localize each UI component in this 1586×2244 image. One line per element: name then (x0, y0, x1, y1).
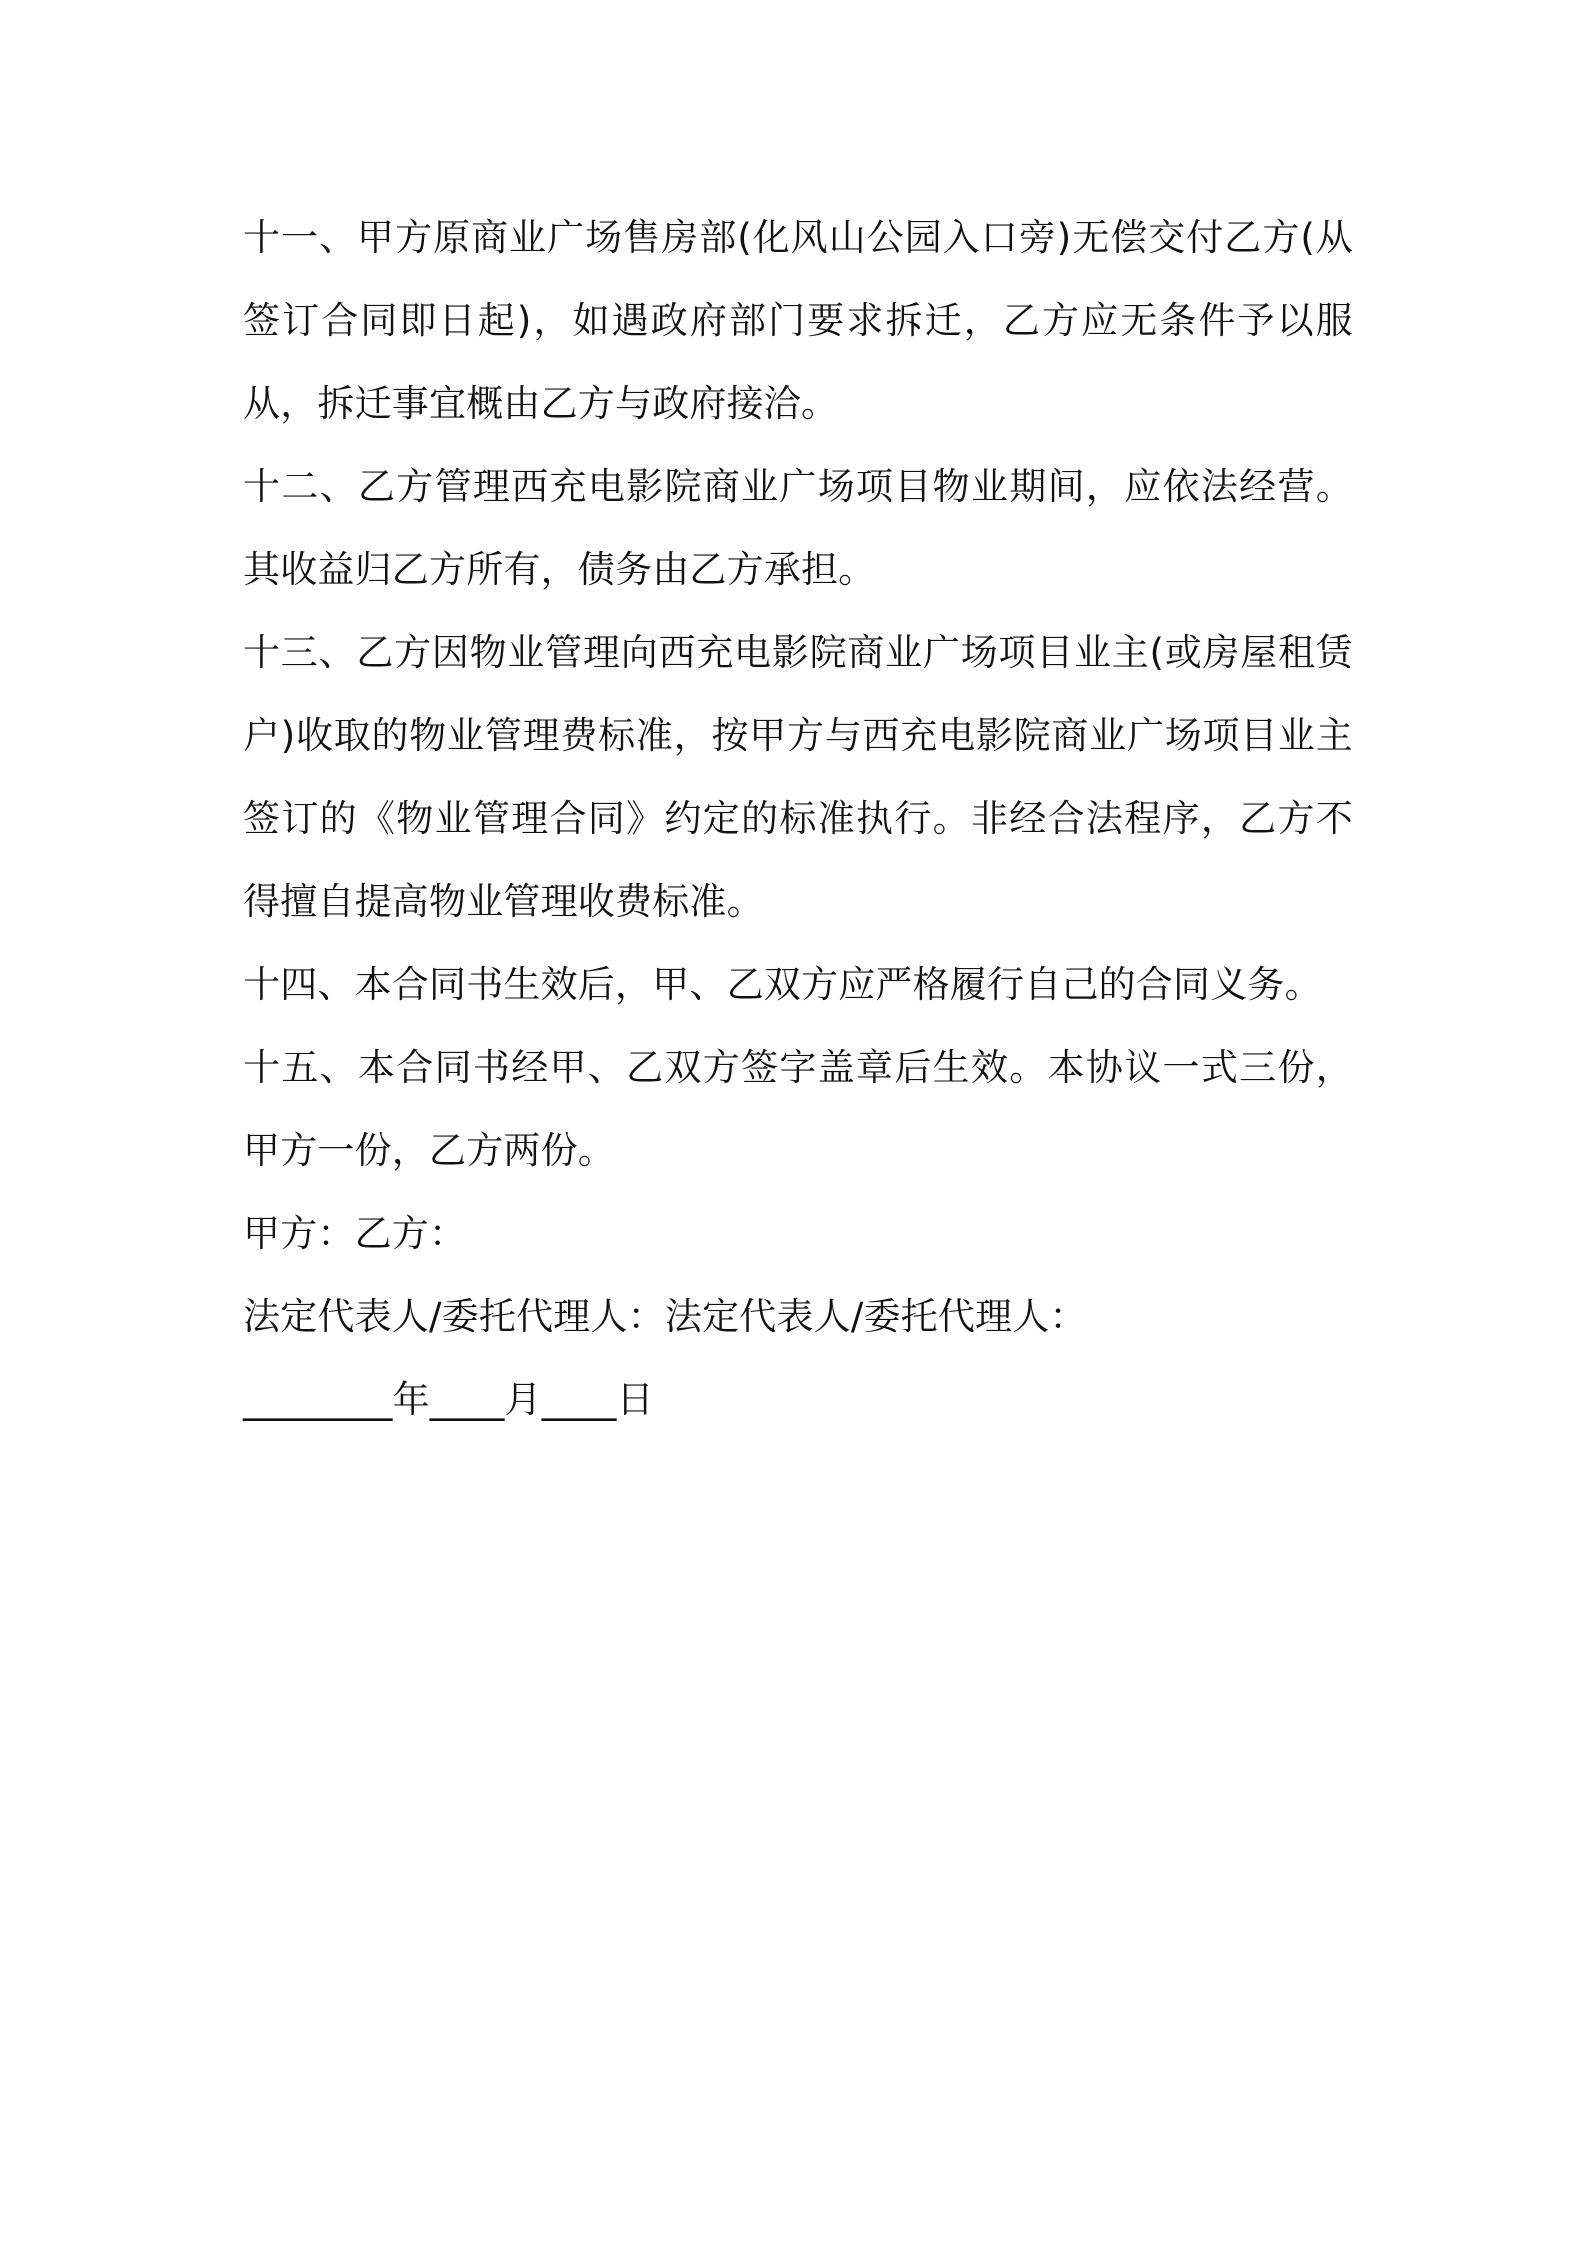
clause-15: 十五、本合同书经甲、乙双方签字盖章后生效。本协议一式三份，甲方一份，乙方两份。 (243, 1046, 1353, 1172)
clause-11: 十一、甲方原商业广场售房部(化风山公园入口旁)无偿交付乙方(从签订合同即日起)，如遇政府部门要求拆迁，乙方应无条件予以服从，拆迁事宜概由乙方与政府接洽。 (243, 216, 1353, 425)
signature-parties: 甲方：乙方： (243, 1212, 467, 1255)
clause-12: 十二、乙方管理西充电影院商业广场项目物业期间，应依法经营。其收益归乙方所有，债务由乙方承担。 (243, 465, 1353, 591)
signature-representatives: 法定代表人/委托代理人：法定代表人/委托代理人： (243, 1295, 1087, 1338)
clause-14: 十四、本合同书生效后，甲、乙双方应严格履行自己的合同义务。 (243, 963, 1322, 1006)
clause-13: 十三、乙方因物业管理向西充电影院商业广场项目业主(或房屋租赁户)收取的物业管理费标准，按甲方与西充电影院商业广场项目业主签订的《物业管理合同》约定的标准执行。非经合法程序，乙方不得擅自提高物业管理收费标准。 (243, 631, 1353, 923)
document-body (243, 196, 1353, 1441)
signature-date: ________年____月____日 (243, 1378, 654, 1421)
